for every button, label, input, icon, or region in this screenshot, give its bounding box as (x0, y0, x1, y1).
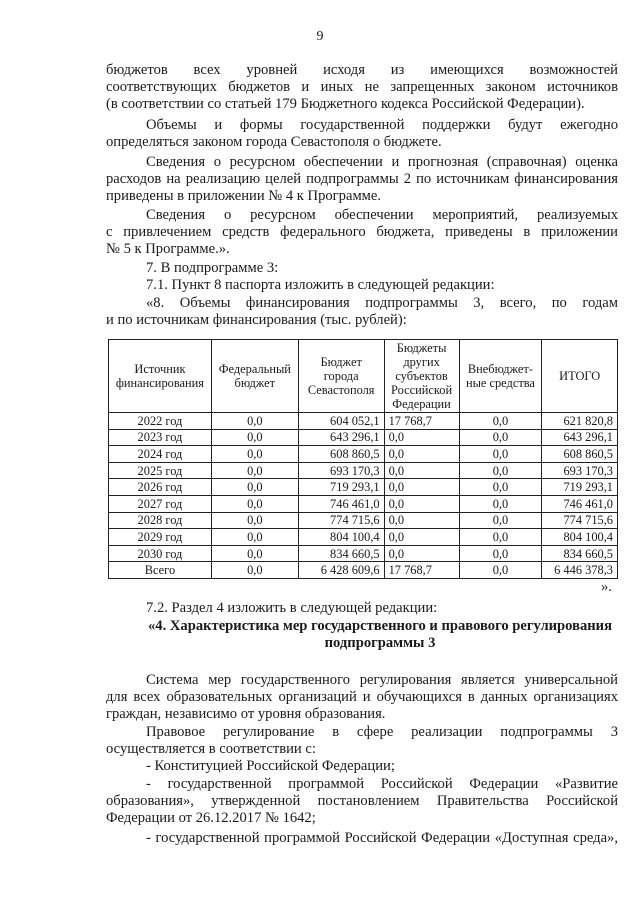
table-cell: 719 293,1 (298, 479, 384, 496)
header-total: ИТОГО (542, 340, 618, 413)
table-cell: 604 052,1 (298, 413, 384, 430)
table-close-quote: ». (601, 579, 612, 595)
table-cell: 0,0 (459, 462, 542, 479)
table-cell: 774 715,6 (542, 512, 618, 529)
table-row (109, 429, 618, 446)
list-item-constitution: - Конституцией Российской Федерации; (146, 758, 395, 774)
paragraph-legal-regulation (106, 724, 618, 758)
text-line: - государственной программой Российской Федерации «Развитие (146, 776, 618, 792)
table-cell: 693 170,3 (542, 462, 618, 479)
table-cell: 0,0 (384, 479, 459, 496)
paragraph-regulation-system (106, 672, 618, 723)
table-cell: 719 293,1 (542, 479, 618, 496)
table-cell: 0,0 (384, 529, 459, 546)
header-other-subjects: Бюджеты других субъектов Российской Федерации (384, 340, 459, 413)
text-line: «8. Объемы финансирования подпрограммы 3, всего, по годам (146, 295, 618, 311)
text-line: граждан, независимо от уровня образования. (106, 706, 386, 722)
table-row (109, 462, 618, 479)
table-row (109, 529, 618, 546)
section-title (140, 618, 620, 652)
text-line: Система мер государственного регулирования является универсальной (146, 672, 618, 688)
text-line: расходов на реализацию целей подпрограммы 2 по источникам финансирования (106, 171, 618, 187)
table-cell: 6 446 378,3 (542, 562, 618, 579)
text-line: - государственной программой Российской Федерации «Доступная среда», (146, 830, 618, 846)
header-source: Источник финансирования (109, 340, 212, 413)
text-line: бюджетов всех уровней исходя из имеющихся возможностей (106, 62, 618, 78)
item-7-2: 7.2. Раздел 4 изложить в следующей редакции: (146, 600, 438, 616)
table-cell: 608 860,5 (542, 446, 618, 463)
table-cell: 2023 год (109, 429, 212, 446)
table-row (109, 545, 618, 562)
table-cell: 0,0 (459, 413, 542, 430)
text-line: Сведения о ресурсном обеспечении и прогнозная (справочная) оценка (146, 154, 618, 170)
table-cell: 2029 год (109, 529, 212, 546)
table-cell: 746 461,0 (298, 495, 384, 512)
table-cell: 17 768,7 (384, 413, 459, 430)
table-cell: 2026 год (109, 479, 212, 496)
table-cell: 0,0 (211, 462, 298, 479)
table-cell: 0,0 (384, 495, 459, 512)
text-line: для всех образовательных организаций и обучающихся в данных организациях (106, 689, 618, 705)
section-title-line: «4. Характеристика мер государственного и правового регулирования (147, 618, 612, 634)
table-body (109, 413, 618, 579)
table-cell: 2028 год (109, 512, 212, 529)
table-cell: 0,0 (459, 545, 542, 562)
table-cell: 17 768,7 (384, 562, 459, 579)
table-cell: 0,0 (459, 429, 542, 446)
table-cell: 804 100,4 (542, 529, 618, 546)
table-cell: 693 170,3 (298, 462, 384, 479)
table-cell: 2024 год (109, 446, 212, 463)
paragraph-federal-budget (106, 207, 618, 258)
table-cell: 2022 год (109, 413, 212, 430)
table-cell: 834 660,5 (542, 545, 618, 562)
text-line: Сведения о ресурсном обеспечении мероприятий, реализуемых (146, 207, 618, 223)
paragraph-resource-info (106, 154, 618, 205)
table-cell: 0,0 (384, 462, 459, 479)
text-line: Федерации от 26.12.2017 № 1642; (106, 810, 316, 826)
table-cell: 0,0 (384, 446, 459, 463)
table-cell: 0,0 (384, 429, 459, 446)
paragraph-budgets (106, 62, 618, 113)
section-title-line: подпрограммы 3 (324, 635, 436, 651)
financing-table (108, 339, 618, 579)
table-cell: 0,0 (459, 562, 542, 579)
table-row (109, 495, 618, 512)
item-7-1: 7.1. Пункт 8 паспорта изложить в следующей редакции: (146, 277, 495, 293)
table-cell: 2027 год (109, 495, 212, 512)
table-row (109, 446, 618, 463)
table-cell: 0,0 (211, 413, 298, 430)
table-cell: 0,0 (459, 479, 542, 496)
table-cell: 774 715,6 (298, 512, 384, 529)
table-cell: 804 100,4 (298, 529, 384, 546)
table-cell: 6 428 609,6 (298, 562, 384, 579)
table-cell: 2030 год (109, 545, 212, 562)
text-line: определяться законом города Севастополя о бюджете. (106, 134, 442, 150)
page-number: 9 (316, 29, 324, 44)
table-cell: 0,0 (211, 545, 298, 562)
table-cell: 0,0 (211, 479, 298, 496)
table-cell: Всего (109, 562, 212, 579)
table-cell: 0,0 (211, 446, 298, 463)
item-7: 7. В подпрограмме 3: (146, 260, 279, 276)
table-cell: 0,0 (211, 495, 298, 512)
table-cell: 0,0 (459, 529, 542, 546)
table-cell: 2025 год (109, 462, 212, 479)
text-line: соответствующих бюджетов и иных не запрещенных законом источников (106, 79, 618, 95)
table-cell: 0,0 (211, 529, 298, 546)
text-line: и по источникам финансирования (тыс. рублей): (106, 312, 407, 328)
table-row (109, 562, 618, 579)
text-line: с привлечением средств федерального бюджета, приведены в приложении (106, 224, 618, 240)
header-extrabudget: Внебюджет-ные средства (459, 340, 542, 413)
table-cell: 746 461,0 (542, 495, 618, 512)
paragraph-support-forms (106, 117, 618, 151)
list-item-education-program (106, 776, 618, 827)
text-line: приведены в приложении № 4 к Программе. (106, 188, 382, 204)
table-cell: 0,0 (211, 562, 298, 579)
text-line: осуществляется в соответствии с: (106, 741, 316, 757)
header-city: Бюджет города Севастополя (298, 340, 384, 413)
text-line: (в соответствии со статьей 179 Бюджетного кодекса Российской Федерации). (106, 96, 585, 112)
table-cell: 834 660,5 (298, 545, 384, 562)
table-cell: 0,0 (459, 512, 542, 529)
table-cell: 608 860,5 (298, 446, 384, 463)
table-cell: 643 296,1 (298, 429, 384, 446)
text-line: Правовое регулирование в сфере реализации подпрограммы 3 (146, 724, 618, 740)
table-cell: 0,0 (459, 495, 542, 512)
table-cell: 621 820,8 (542, 413, 618, 430)
table-row (109, 479, 618, 496)
text-line: образования», утвержденной постановлением Правительства Российской (106, 793, 618, 809)
table-row (109, 512, 618, 529)
text-line: № 5 к Программе.». (106, 241, 230, 257)
table-cell: 643 296,1 (542, 429, 618, 446)
list-item-accessible-environment (106, 830, 618, 847)
table-cell: 0,0 (384, 512, 459, 529)
table-cell: 0,0 (459, 446, 542, 463)
table-cell: 0,0 (211, 512, 298, 529)
table-row (109, 413, 618, 430)
quote-item-8 (106, 295, 618, 329)
table-header-row (109, 340, 618, 413)
table-cell: 0,0 (211, 429, 298, 446)
header-federal: Федеральный бюджет (211, 340, 298, 413)
table-cell: 0,0 (384, 545, 459, 562)
text-line: Объемы и формы государственной поддержки будут ежегодно (146, 117, 618, 133)
